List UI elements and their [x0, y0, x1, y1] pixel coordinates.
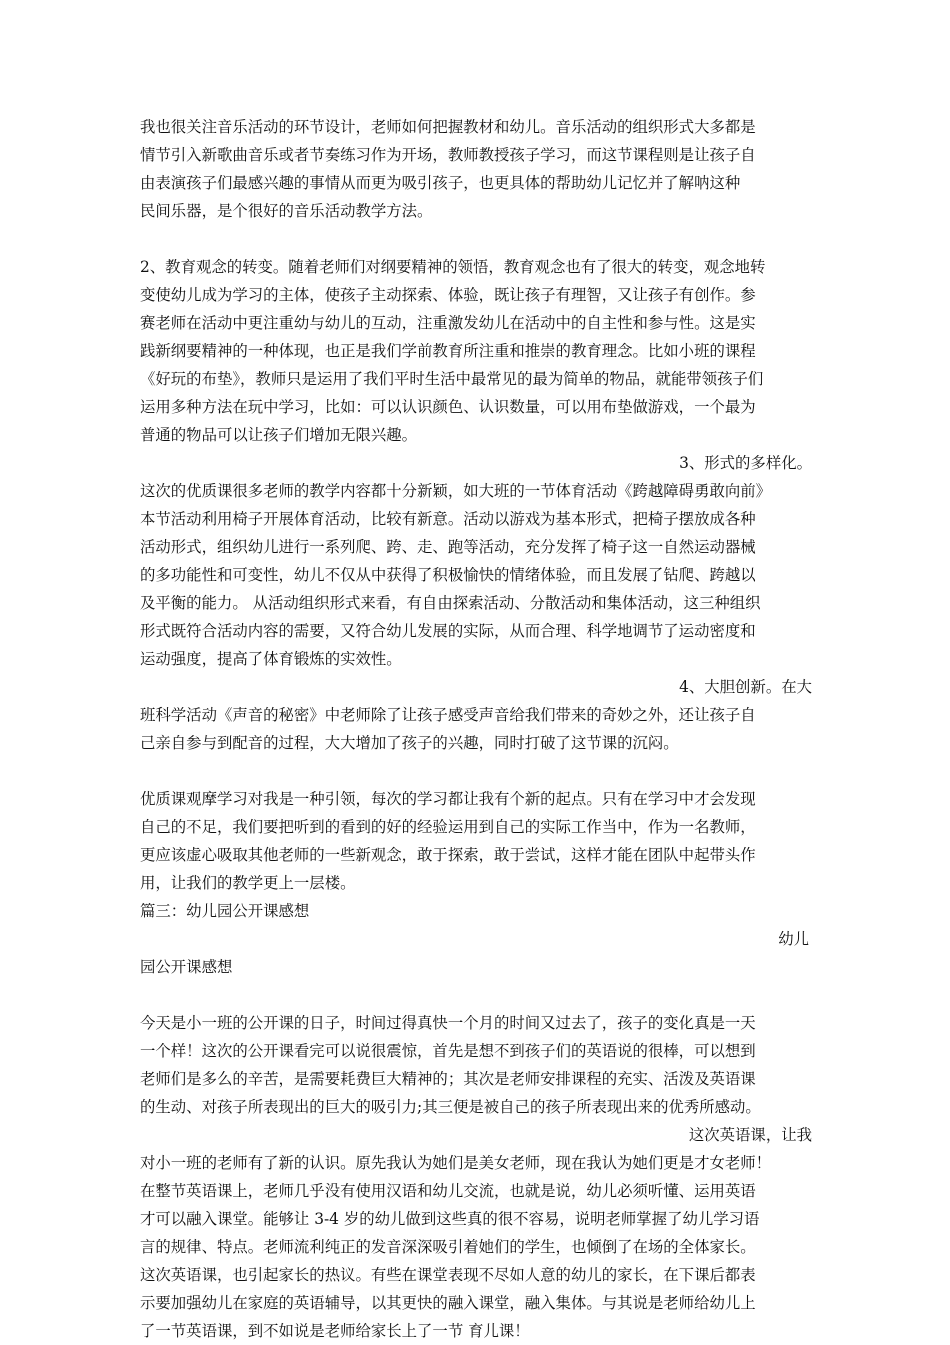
text-line: 运用多种方法在玩中学习，比如：可以认识颜色、认识数量，可以用布垫做游戏，一个最为	[140, 398, 756, 416]
text-line: 变使幼儿成为学习的主体，使孩子主动探索、体验，既让孩子有理智，又让孩子有创作。参	[140, 286, 756, 304]
text-line: 我也很关注音乐活动的环节设计，老师如何把握教材和幼儿。音乐活动的组织形式大多都是	[140, 118, 756, 136]
text-line: 普通的物品可以让孩子们增加无限兴趣。	[140, 426, 418, 444]
text-line: 老师们是多么的辛苦，是需要耗费巨大精神的；其次是老师安排课程的充实、活泼及英语课	[140, 1070, 756, 1088]
text-line: 篇三：幼儿园公开课感想	[140, 902, 310, 920]
text-line: 2、教育观念的转变。随着老师们对纲要精神的领悟，教育观念也有了很大的转变，观念地转	[140, 258, 766, 276]
text-line: 3、形式的多样化。	[679, 454, 812, 472]
text-line: 园公开课感想	[140, 958, 233, 976]
text-line: 言的规律、特点。老师流利纯正的发音深深吸引着她们的学生，也倾倒了在场的全体家长。	[140, 1238, 756, 1256]
text-line: 形式既符合活动内容的需要，又符合幼儿发展的实际，从而合理、科学地调节了运动密度和	[140, 622, 756, 640]
text-line: 在整节英语课上，老师几乎没有使用汉语和幼儿交流，也就是说，幼儿必须听懂、运用英语	[140, 1182, 756, 1200]
text-line: 《好玩的布垫》，教师只是运用了我们平时生活中最常见的最为简单的物品，就能带领孩子们	[140, 370, 764, 388]
text-line: 自己的不足，我们要把听到的看到的好的经验运用到自己的实际工作当中，作为一名教师，	[140, 818, 756, 836]
text-line: 及平衡的能力。 从活动组织形式来看，有自由探索活动、分散活动和集体活动，这三种组织	[140, 594, 761, 612]
text-line: 这次的优质课很多老师的教学内容都十分新颖，如大班的一节体育活动《跨越障碍勇敢向前》	[140, 482, 772, 500]
document-page	[140, 113, 812, 1345]
text-line: 更应该虚心吸取其他老师的一些新观念，敢于探索，敢于尝试，这样才能在团队中起带头作	[140, 846, 756, 864]
text-line: 运动强度，提高了体育锻炼的实效性。	[140, 650, 402, 668]
text-line: 对小一班的老师有了新的认识。原先我认为她们是美女老师，现在我认为她们更是才女老师！	[140, 1154, 772, 1172]
paragraph-spacer	[140, 225, 812, 253]
text-line: 幼儿	[778, 930, 809, 948]
text-line: 的生动、对孩子所表现出的巨大的吸引力;其三便是被自己的孩子所表现出来的优秀所感动。	[140, 1098, 761, 1116]
text-line: 优质课观摩学习对我是一种引领，每次的学习都让我有个新的起点。只有在学习中才会发现	[140, 790, 756, 808]
text-line: 本节活动利用椅子开展体育活动，比较有新意。活动以游戏为基本形式，把椅子摆放成各种	[140, 510, 756, 528]
text-line: 班科学活动《声音的秘密》中老师除了让孩子感受声音给我们带来的奇妙之外，还让孩子自	[140, 706, 756, 724]
text-line: 由表演孩子们最感兴趣的事情从而更为吸引孩子，也更具体的帮助幼儿记忆并了解呐这种	[140, 174, 741, 192]
text-line: 示要加强幼儿在家庭的英语辅导，以其更快的融入课堂，融入集体。与其说是老师给幼儿上	[140, 1294, 756, 1312]
text-line: 赛老师在活动中更注重幼与幼儿的互动，注重激发幼儿在活动中的自主性和参与性。这是实	[140, 314, 756, 332]
text-line: 这次英语课，让我	[688, 1126, 812, 1144]
text-line: 4、大胆创新。在大	[679, 678, 812, 696]
text-line: 了一节英语课，到不如说是老师给家长上了一节 育儿课！	[140, 1322, 530, 1340]
paragraph-spacer	[140, 981, 812, 1009]
text-line: 活动形式，组织幼儿进行一系列爬、跨、走、跑等活动，充分发挥了椅子这一自然运动器械	[140, 538, 756, 556]
text-line: 一个样！这次的公开课看完可以说很震惊，首先是想不到孩子们的英语说的很棒，可以想到	[140, 1042, 756, 1060]
text-line: 今天是小一班的公开课的日子，时间过得真快一个月的时间又过去了，孩子的变化真是一天	[140, 1014, 756, 1032]
text-line: 己亲自参与到配音的过程，大大增加了孩子的兴趣，同时打破了这节课的沉闷。	[140, 734, 679, 752]
text-line: 才可以融入课堂。能够让 3-4 岁的幼儿做到这些真的很不容易，说明老师掌握了幼儿学习语	[140, 1210, 760, 1228]
paragraph-spacer	[140, 757, 812, 785]
text-line: 的多功能性和可变性，幼儿不仅从中获得了积极愉快的情绪体验，而且发展了钻爬、跨越以	[140, 566, 756, 584]
text-line: 这次英语课，也引起家长的热议。有些在课堂表现不尽如人意的幼儿的家长，在下课后都表	[140, 1266, 756, 1284]
text-line: 用，让我们的教学更上一层楼。	[140, 874, 356, 892]
text-line: 践新纲要精神的一种体现，也正是我们学前教育所注重和推崇的教育理念。比如小班的课程	[140, 342, 756, 360]
text-line: 情节引入新歌曲音乐或者节奏练习作为开场，教师教授孩子学习，而这节课程则是让孩子自	[140, 146, 756, 164]
text-line: 民间乐器，是个很好的音乐活动教学方法。	[140, 202, 433, 220]
